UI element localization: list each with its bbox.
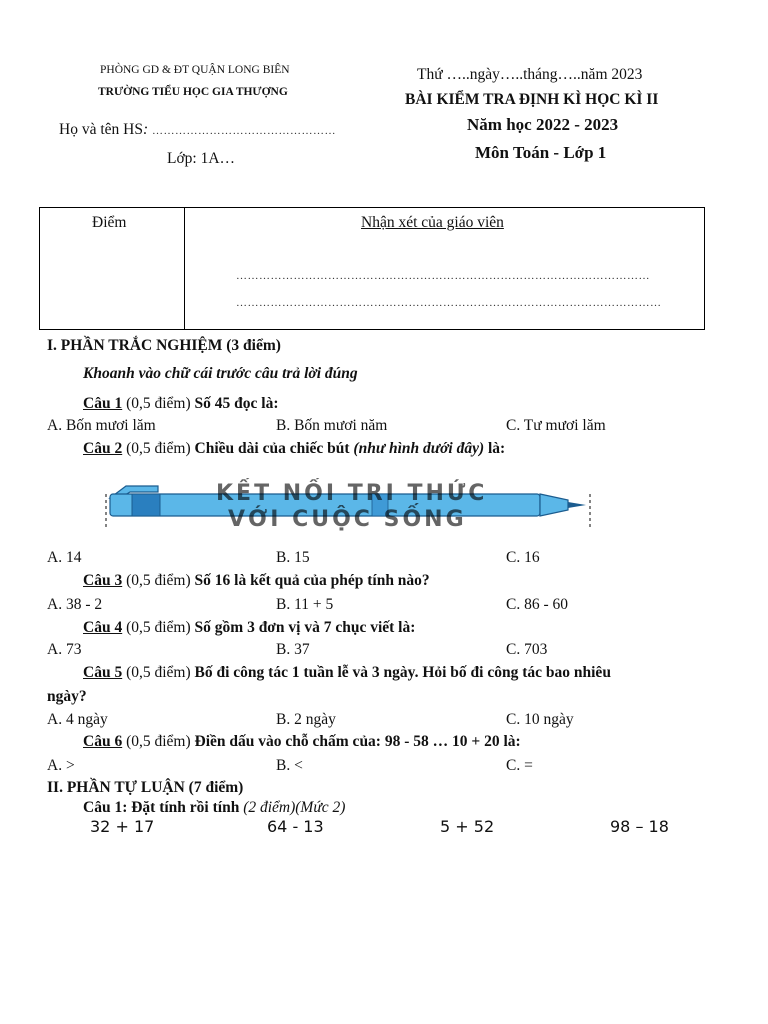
q3-label: Câu 3 <box>83 572 123 589</box>
expression-1: 32 + 17 <box>90 817 155 836</box>
q2-label: Câu 2 <box>83 440 123 457</box>
box-divider <box>184 208 185 329</box>
q4-label: Câu 4 <box>83 619 123 636</box>
school-name: TRƯỜNG TIỂU HỌC GIA THƯỢNG <box>98 86 288 98</box>
q2-text-end: là: <box>484 440 506 457</box>
q4-option-a[interactable]: A. 73 <box>47 641 82 658</box>
pen-cap-band <box>132 494 160 516</box>
comment-dots-2: ………………………………………………………………………………………………… <box>236 297 662 309</box>
part1-title: I. PHẦN TRẮC NGHIỆM (3 điểm) <box>47 337 281 354</box>
student-name-dots: ………………………………………… <box>152 125 336 137</box>
q3-option-a[interactable]: A. 38 - 2 <box>47 596 103 613</box>
question-5 <box>83 664 611 682</box>
watermark-line-1: KẾT NỐI TRI THỨC <box>216 481 488 506</box>
q1-option-b[interactable]: B. Bốn mươi năm <box>276 417 388 434</box>
part2-title: II. PHẦN TỰ LUẬN (7 điểm) <box>47 779 244 796</box>
q3-text: Số 16 là kết quả của phép tính nào? <box>194 572 430 589</box>
score-comment-box <box>39 207 705 330</box>
q3-option-c[interactable]: C. 86 - 60 <box>506 596 568 613</box>
pen-tip-cone <box>540 494 568 516</box>
q2-text: Chiều dài của chiếc bút <box>194 440 354 457</box>
q5-text: Bố đi công tác 1 tuần lễ và 3 ngày. Hỏi bố đi công tác bao nhiêu <box>194 664 611 681</box>
question-1 <box>83 395 279 413</box>
q3-option-b[interactable]: B. 11 + 5 <box>276 596 334 613</box>
student-name-line <box>59 121 336 139</box>
q5-option-b[interactable]: B. 2 ngày <box>276 711 336 728</box>
q4-points: (0,5 điểm) <box>122 619 195 636</box>
class-label: Lớp: 1A… <box>167 150 236 167</box>
q1-points: (0,5 điểm) <box>122 395 195 412</box>
q2-text-italic: (như hình dưới đây) <box>353 440 485 457</box>
q5-points: (0,5 điểm) <box>122 664 195 681</box>
q6-option-a[interactable]: A. > <box>47 757 75 774</box>
q1-option-a[interactable]: A. Bốn mươi lăm <box>47 417 156 434</box>
q1-text: Số 45 đọc là: <box>194 395 279 412</box>
expression-4: 98 – 18 <box>610 817 669 836</box>
pen-nib <box>568 502 586 508</box>
q1-label: Câu 1 <box>83 395 123 412</box>
q5-text-line2: ngày? <box>47 688 87 705</box>
q6-text: Điền dấu vào chỗ chấm của: 98 - 58 … 10 + 20 là: <box>194 733 521 750</box>
student-name-colon: : <box>142 121 149 138</box>
school-year: Năm học 2022 - 2023 <box>467 115 619 134</box>
expression-2: 64 - 13 <box>267 817 324 836</box>
q4-option-c[interactable]: C. 703 <box>506 641 548 658</box>
q3-points: (0,5 điểm) <box>122 572 195 589</box>
comment-label: Nhận xét của giáo viên <box>361 214 504 231</box>
q2-points: (0,5 điểm) <box>122 440 195 457</box>
part2-question-1 <box>83 799 345 817</box>
question-3 <box>83 572 430 590</box>
question-6 <box>83 733 521 751</box>
score-label: Điểm <box>92 214 127 231</box>
department-name: PHÒNG GD & ĐT QUẬN LONG BIÊN <box>100 64 290 76</box>
q2-option-b[interactable]: B. 15 <box>276 549 310 566</box>
q5-label: Câu 5 <box>83 664 123 681</box>
subject-title: Môn Toán - Lớp 1 <box>475 143 607 162</box>
q6-option-b[interactable]: B. < <box>276 757 303 774</box>
q6-option-c[interactable]: C. = <box>506 757 533 774</box>
q5-option-c[interactable]: C. 10 ngày <box>506 711 574 728</box>
question-2 <box>83 440 505 458</box>
comment-dots-1: ……………………………………………………………………………………………… <box>236 270 650 282</box>
q2-option-c[interactable]: C. 16 <box>506 549 540 566</box>
part1-instruction: Khoanh vào chữ cái trước câu trả lời đúng <box>83 365 358 382</box>
pen-illustration <box>98 478 598 534</box>
part2-q1-note: (2 điểm)(Mức 2) <box>243 799 346 816</box>
part2-q1-label: Câu 1: Đặt tính rồi tính <box>83 799 240 816</box>
q2-option-a[interactable]: A. 14 <box>47 549 82 566</box>
q4-text: Số gồm 3 đơn vị và 7 chục viết là: <box>194 619 416 636</box>
q6-label: Câu 6 <box>83 733 123 750</box>
student-name-label: Họ và tên HS <box>59 121 143 138</box>
q6-points: (0,5 điểm) <box>122 733 195 750</box>
q1-option-c[interactable]: C. Tư mươi lăm <box>506 417 606 434</box>
exam-title: BÀI KIỂM TRA ĐỊNH KÌ HỌC KÌ II <box>405 91 659 108</box>
q4-option-b[interactable]: B. 37 <box>276 641 310 658</box>
q5-option-a[interactable]: A. 4 ngày <box>47 711 108 728</box>
watermark-line-2: VỚI CUỘC SỐNG <box>228 507 467 532</box>
expression-3: 5 + 52 <box>440 817 495 836</box>
question-4 <box>83 619 415 637</box>
date-line: Thứ …..ngày…..tháng…..năm 2023 <box>417 66 643 83</box>
